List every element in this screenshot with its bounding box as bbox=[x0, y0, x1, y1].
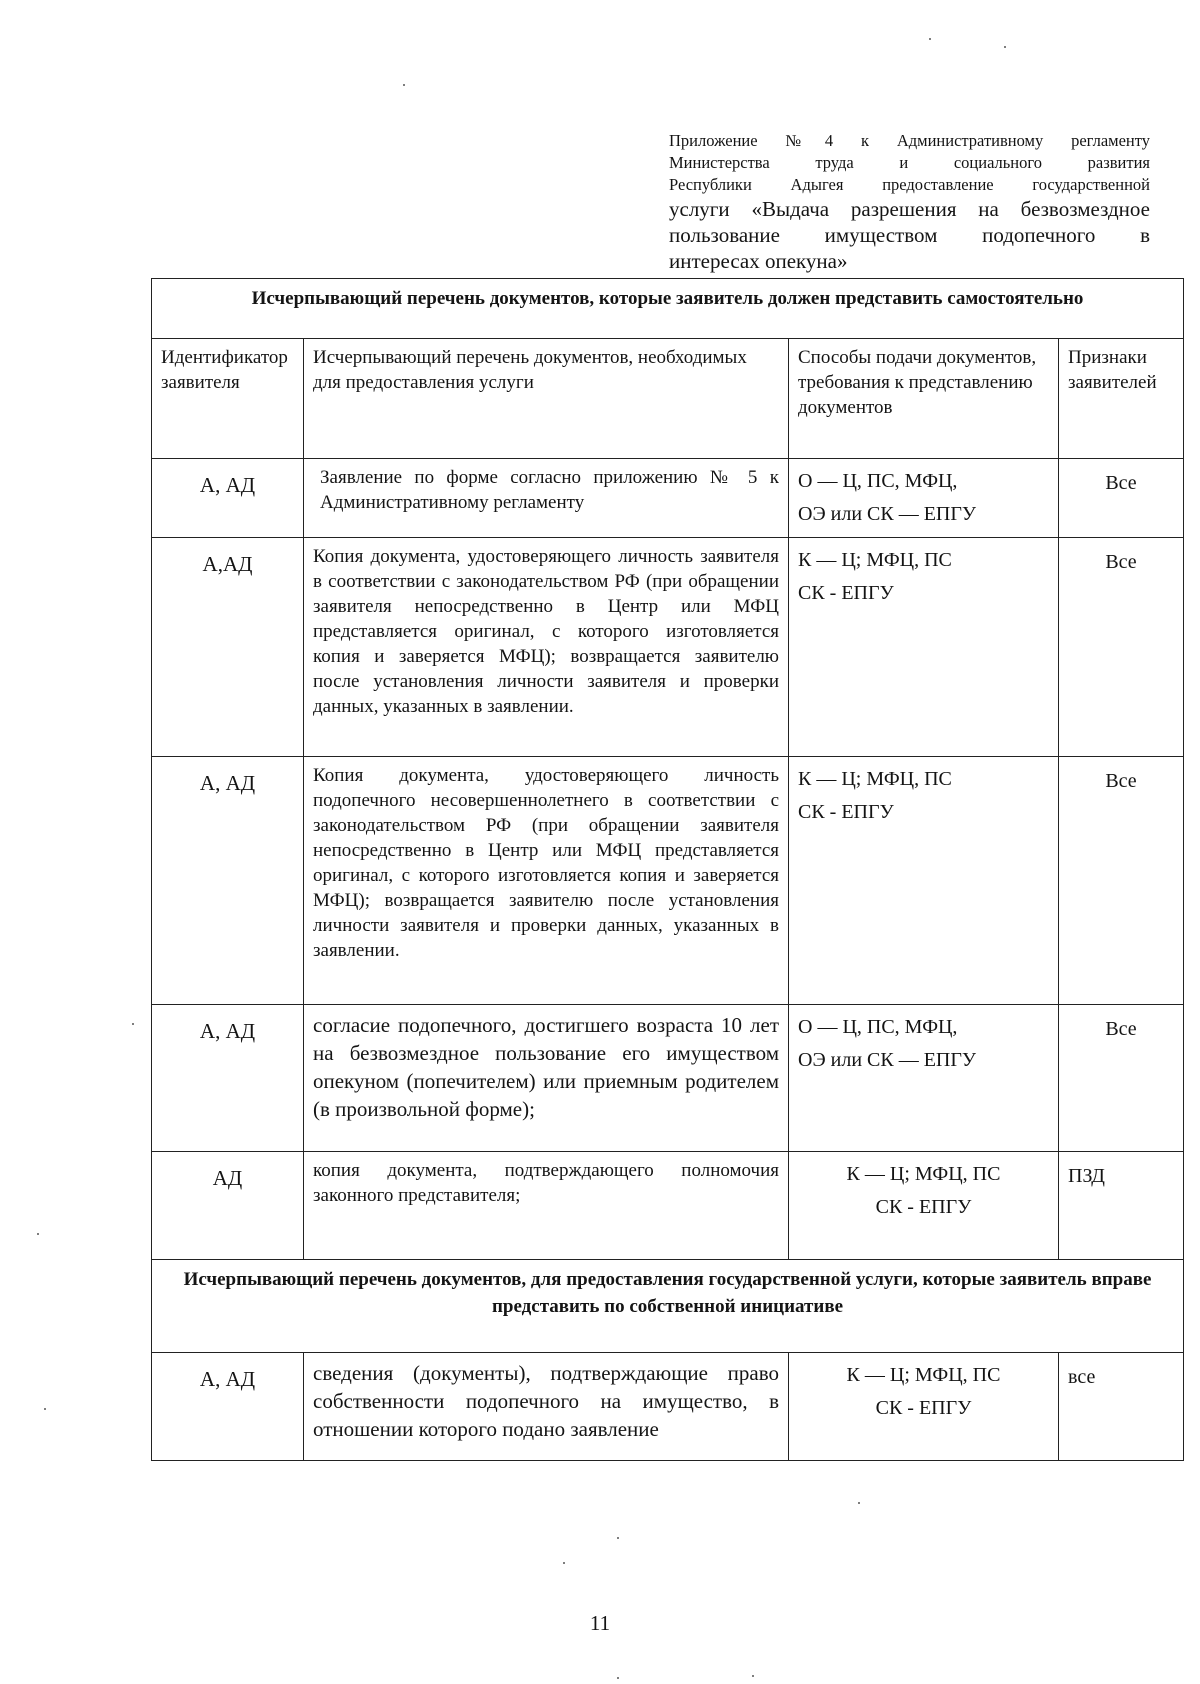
method-cell bbox=[789, 459, 1059, 538]
scan-speck bbox=[403, 84, 405, 86]
column-header-row bbox=[152, 339, 1184, 459]
appendix-note-line: Приложение №4 к Административному регламенту bbox=[669, 131, 1150, 150]
appendix-note-line: интересах опекуна» bbox=[669, 249, 848, 273]
method-line: О — Ц, ПС, МФЦ, bbox=[798, 470, 958, 492]
signs-cell: Все bbox=[1059, 1005, 1184, 1152]
method-line: СК - ЕПГУ bbox=[798, 582, 894, 604]
identifier-cell: АД bbox=[152, 1152, 304, 1260]
method-cell bbox=[789, 1005, 1059, 1152]
signs-cell: Все bbox=[1059, 538, 1184, 757]
appendix-note-line: услуги «Выдача разрешения на безвозмездное bbox=[669, 197, 1150, 221]
section-title-mandatory: Исчерпывающий перечень документов, которые заявитель должен представить самостоятельно bbox=[152, 279, 1184, 339]
column-header-methods: Способы подачи документов, требования к представлению документов bbox=[789, 339, 1059, 459]
document-cell: согласие подопечного, достигшего возраста 10 лет на безвозмездное пользование его имуществом опекуном (попечителем) или приемным родителем (в произвольной форме); bbox=[304, 1005, 789, 1152]
scan-speck bbox=[858, 1502, 860, 1504]
column-header-list: Исчерпывающий перечень документов, необходимых для предоставления услуги bbox=[304, 339, 789, 459]
scan-speck bbox=[617, 1537, 619, 1539]
scan-speck bbox=[132, 1023, 134, 1025]
document-cell: копия документа, подтверждающего полномочия законного представителя; bbox=[304, 1152, 789, 1260]
scan-speck bbox=[37, 1233, 39, 1235]
scan-speck bbox=[563, 1562, 565, 1564]
scan-speck bbox=[617, 1677, 619, 1679]
document-cell: Копия документа, удостоверяющего личность подопечного несовершеннолетнего в соответствии с законодательством РФ (при обращении заявителя непосредственно в Центр или МФЦ представляется оригинал, с которого изготовляется копия и заверяется МФЦ); возвращается заявителю после установления личности заявителя и проверки данных, указанных в заявлении. bbox=[304, 757, 789, 1005]
appendix-note bbox=[669, 130, 1150, 274]
document-cell: сведения (документы), подтверждающие право собственности подопечного на имущество, в отношении которого подано заявление bbox=[304, 1353, 789, 1461]
scan-speck bbox=[752, 1675, 754, 1677]
column-header-signs: Признаки заявителей bbox=[1059, 339, 1184, 459]
identifier-cell: А, АД bbox=[152, 459, 304, 538]
identifier-cell: А,АД bbox=[152, 538, 304, 757]
method-cell bbox=[789, 1152, 1059, 1260]
identifier-cell: А, АД bbox=[152, 757, 304, 1005]
method-line: К — Ц; МФЦ, ПС bbox=[846, 1364, 1001, 1386]
appendix-note-line: пользование имуществом подопечного в bbox=[669, 223, 1150, 247]
method-line: СК - ЕПГУ bbox=[798, 801, 894, 823]
signs-cell: Все bbox=[1059, 459, 1184, 538]
identifier-cell: А, АД bbox=[152, 1005, 304, 1152]
page-number: 11 bbox=[589, 1611, 611, 1635]
appendix-note-line: Министерства труда и социального развития bbox=[669, 153, 1150, 172]
documents-table bbox=[151, 278, 1184, 1461]
signs-cell: Все bbox=[1059, 757, 1184, 1005]
document-cell: Копия документа, удостоверяющего личность заявителя в соответствии с законодательством РФ (при обращении заявителя непосредственно в Центр или МФЦ представляется оригинал, с которого изготовляется копия и заверяется МФЦ); возвращается заявителю после установления личности заявителя и проверки данных, указанных в заявлении. bbox=[304, 538, 789, 757]
appendix-note-line: Республики Адыгея предоставление государственной bbox=[669, 175, 1150, 194]
column-header-identifier: Идентификатор заявителя bbox=[152, 339, 304, 459]
identifier-cell: А, АД bbox=[152, 1353, 304, 1461]
method-cell bbox=[789, 757, 1059, 1005]
table-row bbox=[152, 1353, 1184, 1461]
table-row bbox=[152, 757, 1184, 1005]
section-title-optional: Исчерпывающий перечень документов, для предоставления государственной услуги, которые заявитель вправе представить по собственной инициативе bbox=[152, 1260, 1184, 1353]
table-row bbox=[152, 538, 1184, 757]
signs-cell: ПЗД bbox=[1059, 1152, 1184, 1260]
method-line: ОЭ или СК — ЕПГУ bbox=[798, 1049, 977, 1071]
method-line: ОЭ или СК — ЕПГУ bbox=[798, 503, 977, 525]
document-cell: Заявление по форме согласно приложению № 5 к Административному регламенту bbox=[304, 459, 789, 538]
method-line: К — Ц; МФЦ, ПС bbox=[798, 768, 952, 790]
scan-speck bbox=[44, 1408, 46, 1410]
table-row bbox=[152, 1152, 1184, 1260]
method-cell bbox=[789, 1353, 1059, 1461]
scan-speck bbox=[1004, 46, 1006, 48]
method-line: СК - ЕПГУ bbox=[875, 1196, 972, 1218]
signs-cell: все bbox=[1059, 1353, 1184, 1461]
table-row bbox=[152, 459, 1184, 538]
table-row bbox=[152, 1005, 1184, 1152]
method-line: К — Ц; МФЦ, ПС bbox=[798, 549, 952, 571]
method-line: О — Ц, ПС, МФЦ, bbox=[798, 1016, 958, 1038]
section-title-row bbox=[152, 1260, 1184, 1353]
method-line: К — Ц; МФЦ, ПС bbox=[846, 1163, 1001, 1185]
section-title-row bbox=[152, 279, 1184, 339]
method-cell bbox=[789, 538, 1059, 757]
scan-speck bbox=[929, 38, 931, 40]
method-line: СК - ЕПГУ bbox=[875, 1397, 972, 1419]
